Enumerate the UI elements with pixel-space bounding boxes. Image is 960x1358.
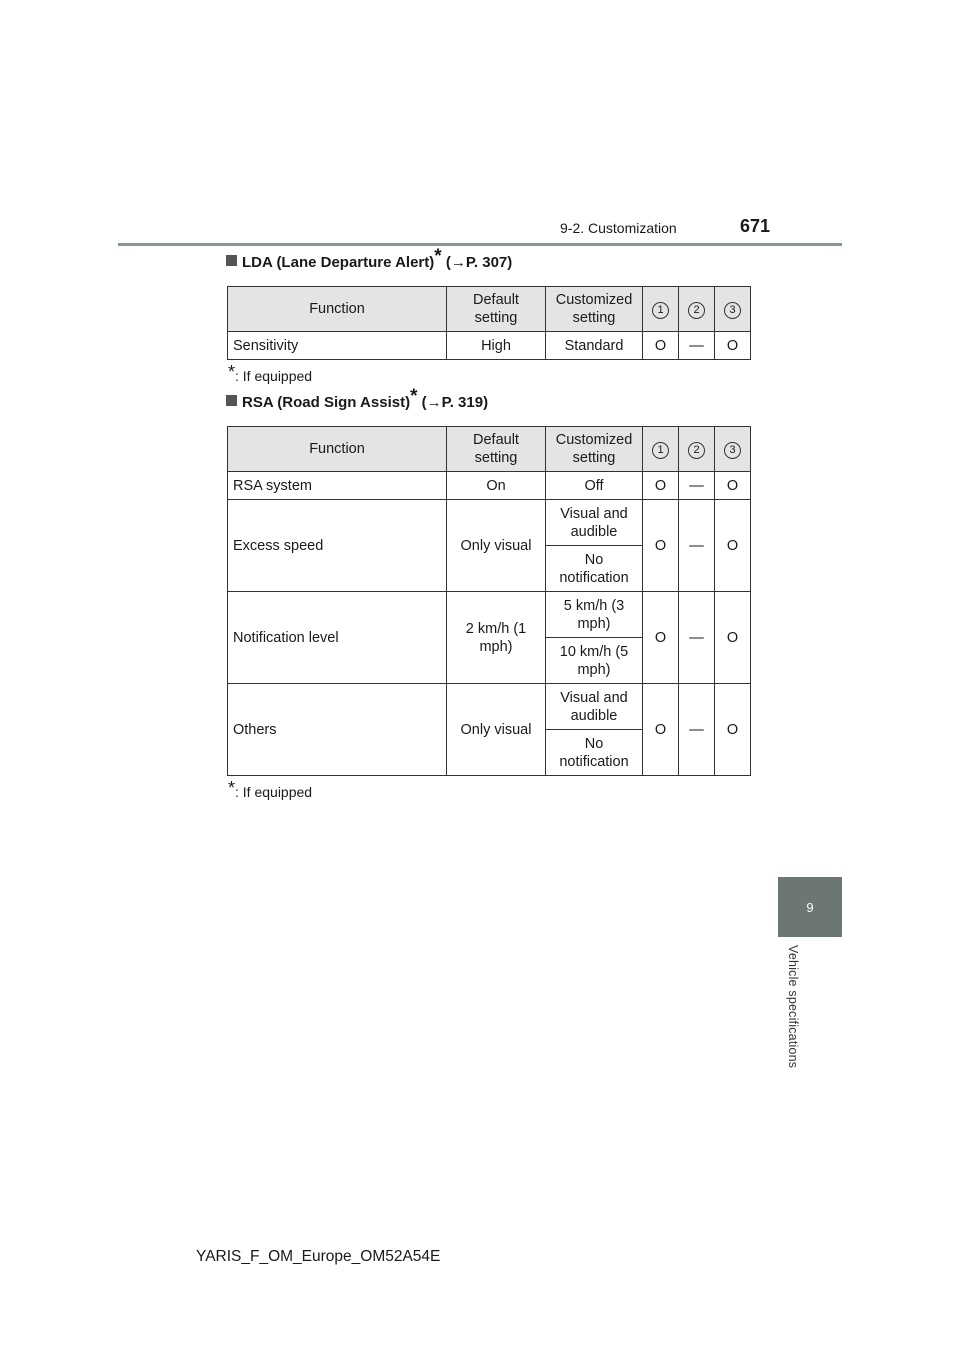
document-code: YARIS_F_OM_Europe_OM52A54E [196,1248,441,1265]
circled-1-icon: 1 [652,302,669,319]
header-rule [118,243,842,246]
table-subrow: No notification [228,546,751,592]
table-header-row [228,287,751,332]
page-number: 671 [740,216,771,236]
rsa-table [227,426,751,776]
circled-2-icon: 2 [688,442,705,459]
header-default: Default setting [447,287,546,332]
header-default: Default setting [447,427,546,472]
lda-section-title: LDA (Lane Departure Alert)* (→P. 307) [226,254,512,271]
header-customized: Customized setting [546,427,643,472]
chapter-side-label: Vehicle specifications [786,945,800,1069]
table-row: Others Only visual Visual and audible O — O [228,684,751,730]
lda-table [227,286,751,360]
table-header-row [228,427,751,472]
table-row: Excess speed Only visual Visual and audible O — O [228,500,751,546]
circled-1-icon: 1 [652,442,669,459]
chapter-tab: 9 [778,877,842,937]
circled-3-icon: 3 [724,442,741,459]
lda-page-ref[interactable]: (→P. 307) [445,254,513,271]
table-subrow: 10 km/h (5 mph) [228,638,751,684]
header-customized: Customized setting [546,287,643,332]
square-bullet-icon [226,395,237,406]
lda-footnote: *: If equipped [228,362,313,384]
table-subrow: No notification [228,730,751,776]
square-bullet-icon [226,255,237,266]
header-function: Function [228,427,447,472]
table-row: RSA system On Off O — O [228,472,751,500]
circled-3-icon: 3 [724,302,741,319]
rsa-section-title: RSA (Road Sign Assist)* (→P. 319) [226,394,488,411]
rsa-footnote: *: If equipped [228,778,313,800]
header-section: 9-2. Customization [560,220,677,236]
circled-2-icon: 2 [688,302,705,319]
table-row: Notification level 2 km/h (1 mph) 5 km/h (3 mph) O — O [228,592,751,638]
header-function: Function [228,287,447,332]
table-row: Sensitivity High Standard O — O [228,332,751,360]
rsa-page-ref[interactable]: (→P. 319) [421,394,489,411]
